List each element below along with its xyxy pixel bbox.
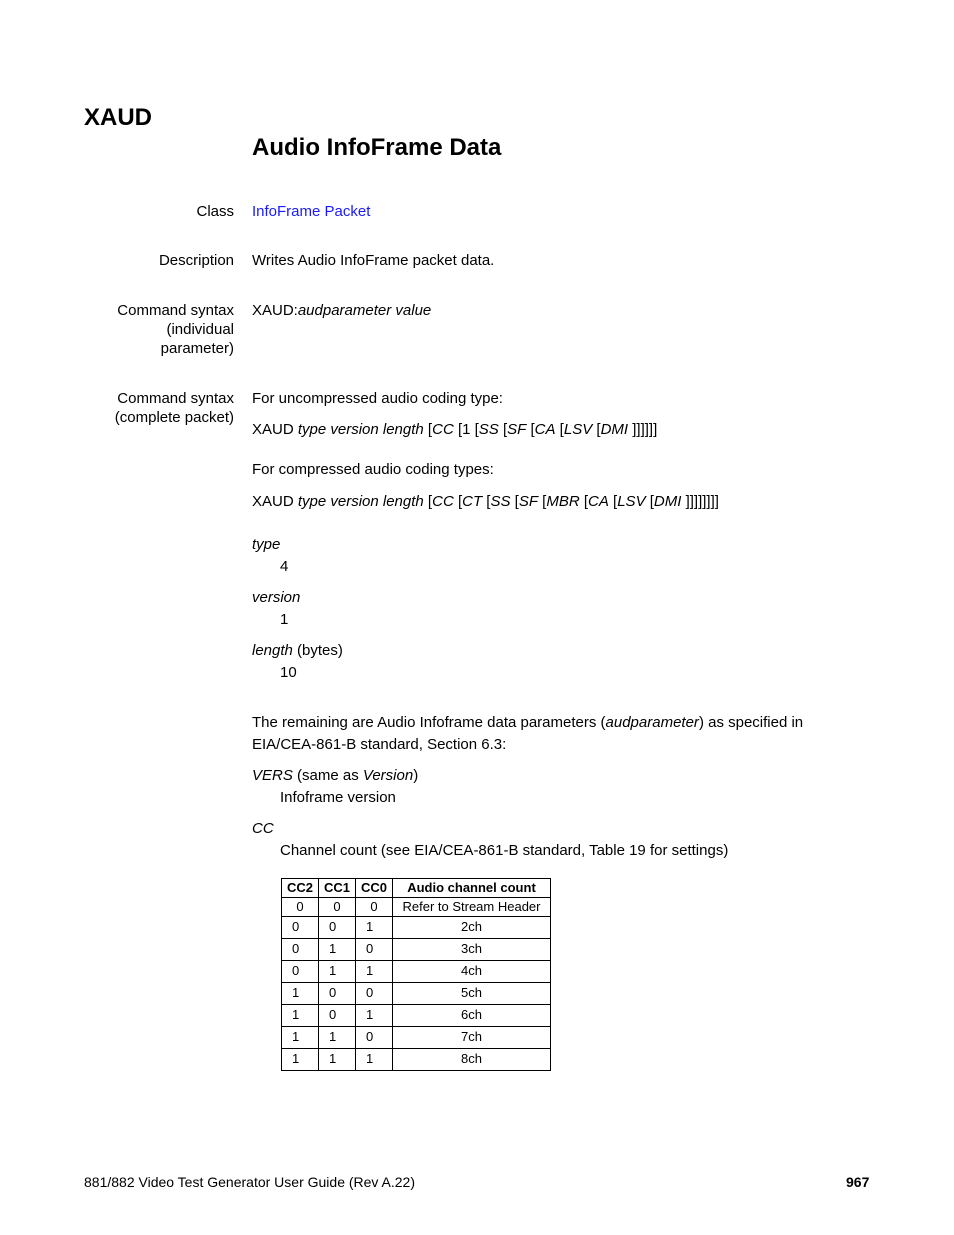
- table-cell: 0: [356, 983, 393, 1005]
- table-cell: 7ch: [393, 1027, 551, 1049]
- compressed-syntax: XAUD type version length [CC [CT [SS [SF [MBR [CA [LSV [DMI ]]]]]]]]: [252, 493, 719, 510]
- table-row: [282, 1005, 551, 1027]
- table-cell: 1: [319, 1027, 356, 1049]
- table-cell: 0: [319, 983, 356, 1005]
- table-cell: 0: [356, 1027, 393, 1049]
- syntax-individual-label: [117, 301, 234, 358]
- table-cell: 0: [282, 898, 319, 917]
- table-cell: 1: [282, 1049, 319, 1071]
- class-label: Class: [196, 203, 234, 220]
- param-version-name: version: [252, 589, 301, 606]
- table-cell: 0: [356, 939, 393, 961]
- syntax-param: audparameter value: [297, 302, 432, 319]
- param-version-value: 1: [280, 611, 289, 628]
- compressed-intro: For compressed audio coding types:: [252, 461, 494, 478]
- table-cell: 4ch: [393, 961, 551, 983]
- table-cell: 1: [282, 983, 319, 1005]
- table-cell: 1: [356, 1005, 393, 1027]
- param-type-value: 4: [280, 558, 289, 575]
- label-line: Command syntax: [117, 390, 234, 407]
- table-cell: 8ch: [393, 1049, 551, 1071]
- uncompressed-syntax: XAUD type version length [CC [1 [SS [SF [CA [LSV [DMI ]]]]]]: [252, 421, 658, 438]
- label-line: Command syntax: [117, 302, 234, 319]
- table-header: CC2: [282, 879, 319, 898]
- table-header: CC0: [356, 879, 393, 898]
- table-row: [282, 939, 551, 961]
- table-cell: 0: [319, 1005, 356, 1027]
- class-link[interactable]: InfoFrame Packet: [252, 203, 371, 220]
- label-line: (individual: [166, 321, 234, 338]
- table-cell: 1: [356, 1049, 393, 1071]
- syntax-individual: [252, 301, 431, 320]
- table-header: Audio channel count: [393, 879, 551, 898]
- table-cell: 1: [319, 961, 356, 983]
- table-cell: 6ch: [393, 1005, 551, 1027]
- table-row: [282, 898, 551, 917]
- table-cell: 0: [282, 939, 319, 961]
- table-row: [282, 917, 551, 939]
- syntax-text: XAUD:: [252, 302, 298, 319]
- syntax-complete-label: [115, 389, 234, 427]
- param-cc-name: CC: [252, 820, 274, 837]
- table-cell: 0: [356, 898, 393, 917]
- table-cell: 3ch: [393, 939, 551, 961]
- table-cell: 1: [356, 961, 393, 983]
- page-number: 967: [846, 1174, 870, 1190]
- param-cc-desc: Channel count (see EIA/CEA-861-B standard, Table 19 for settings): [280, 842, 729, 859]
- table-cell: 0: [319, 917, 356, 939]
- footer-doc-title: 881/882 Video Test Generator User Guide (Rev A.22): [84, 1174, 416, 1190]
- table-cell: 5ch: [393, 983, 551, 1005]
- label-line: (complete packet): [114, 409, 234, 426]
- param-length-name: length (bytes): [252, 642, 343, 659]
- table-cell: 1: [319, 1049, 356, 1071]
- table-cell: 1: [356, 917, 393, 939]
- table-cell: 0: [319, 898, 356, 917]
- table-cell: 0: [282, 917, 319, 939]
- table-cell: 2ch: [393, 917, 551, 939]
- label-line: parameter): [160, 340, 234, 357]
- table-header-row: [282, 879, 551, 898]
- param-length-value: 10: [280, 664, 297, 681]
- table-cell: 1: [282, 1005, 319, 1027]
- page-title: Audio InfoFrame Data: [252, 134, 502, 161]
- table-row: [282, 961, 551, 983]
- uncompressed-intro: For uncompressed audio coding type:: [252, 390, 503, 407]
- table-cell: 1: [282, 1027, 319, 1049]
- cc-table: [281, 878, 551, 1071]
- description-text: Writes Audio InfoFrame packet data.: [252, 252, 495, 269]
- table-cell: Refer to Stream Header: [393, 898, 551, 917]
- table-cell: 1: [319, 939, 356, 961]
- table-row: [282, 1027, 551, 1049]
- table-row: [282, 1049, 551, 1071]
- table-cell: 0: [282, 961, 319, 983]
- param-vers-name: VERS (same as Version): [252, 767, 419, 784]
- description-label: Description: [158, 252, 234, 269]
- command-name: XAUD: [84, 104, 153, 131]
- param-vers-desc: Infoframe version: [280, 789, 396, 806]
- table-row: [282, 983, 551, 1005]
- remaining-paragraph: The remaining are Audio Infoframe data parameters (audparameter) as specified in EIA/CEA-861-B standard, Section 6.3:: [252, 714, 804, 753]
- param-type-name: type: [252, 536, 281, 553]
- table-header: CC1: [319, 879, 356, 898]
